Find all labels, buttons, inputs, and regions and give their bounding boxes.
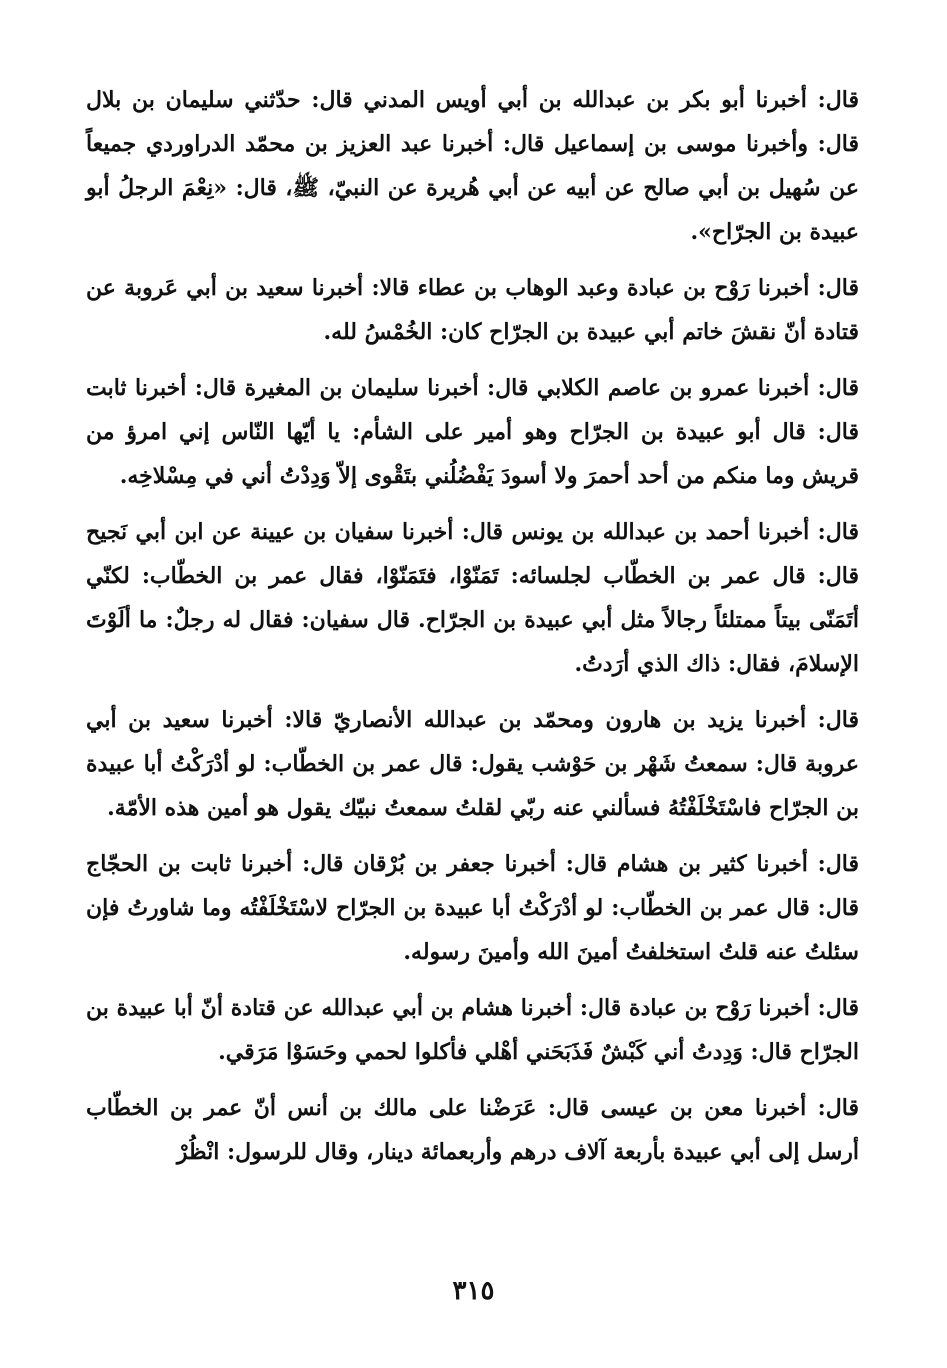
hadith-paragraph-4: قال: أخبرنا أحمد بن عبدالله بن يونس قال: أخبرنا سفيان بن عيينة عن ابن أبي نَجيح قال: قال عمر بن الخطّاب لجلسائه: تَمَنّوْا، فتَمَنّوْا، فقال عمر بن الخطّاب: لكنّي أتَمَنّى بيتاً ممتلئاً رجالاً مثل أبي عبيدة بن الجرّاح. قال سفيان: فقال له رجلٌ: ما ألَوْتَ الإسلامَ، فقال: ذاك الذي أرَدتُ. [86, 519, 859, 677]
hadith-paragraph-3: قال: أخبرنا عمرو بن عاصم الكلابي قال: أخبرنا سليمان بن المغيرة قال: أخبرنا ثابت قال: قال أبو عبيدة بن الجرّاح وهو أمير على الشأم: يا أيّها النّاس إني امرؤ من قريش وما منكم من أحد أحمرَ ولا أسودَ يَفْضُلُني بتَقْوى إلاّ وَدِدْتُ أني في مِسْلاخِه. [86, 375, 859, 489]
hadith-paragraph-1: قال: أخبرنا أبو بكر بن عبدالله بن أبي أويس المدني قال: حدّثني سليمان بن بلال قال: وأخبرنا موسى بن إسماعيل قال: أخبرنا عبد العزيز بن محمّد الدراوردي جميعاً عن سُهيل بن أبي صالح عن أبيه عن أبي هُريرة عن النبيّ، ﷺ، قال: «نِعْمَ الرجلُ أبو عبيدة بن الجرّاح». [86, 87, 859, 245]
hadith-paragraph-5: قال: أخبرنا يزيد بن هارون ومحمّد بن عبدالله الأنصاريّ قالا: أخبرنا سعيد بن أبي عروبة قال: سمعتُ شَهْر بن حَوْشب يقول: قال عمر بن الخطّاب: لو أدْرَكْتُ أبا عبيدة بن الجرّاح فاسْتَخْلَفْتُهُ فسألني عنه ربّي لقلتُ سمعتُ نبيّك يقول هو أمين هذه الأمّة. [86, 707, 859, 821]
hadith-paragraph-8: قال: أخبرنا معن بن عيسى قال: عَرَضْنا على مالك بن أنس أنّ عمر بن الخطّاب أرسل إلى أبي عبيدة بأربعة آلاف درهم وأربعمائة دينار، وقال للرسول: انْظُرْ [86, 1095, 859, 1165]
page-number: ٣١٥ [452, 1276, 495, 1306]
hadith-paragraph-2: قال: أخبرنا رَوْح بن عبادة وعبد الوهاب بن عطاء قالا: أخبرنا سعيد بن أبي عَروبة عن قتادة أنّ نقشَ خاتم أبي عبيدة بن الجرّاح كان: الخُمْسُ لله. [86, 275, 859, 345]
hadith-paragraph-7: قال: أخبرنا رَوْح بن عبادة قال: أخبرنا هشام بن أبي عبدالله عن قتادة أنّ أبا عبيدة بن الجرّاح قال: وَدِدتُ أني كَبْشٌ فَذَبَحَني أهْلي فأكلوا لحمي وحَسَوْا مَرَقي. [86, 995, 859, 1065]
hadith-paragraph-6: قال: أخبرنا كثير بن هشام قال: أخبرنا جعفر بن بُرْقان قال: أخبرنا ثابت بن الحجّاج قال: قال عمر بن الخطّاب: لو أدْرَكْتُ أبا عبيدة بن الجرّاح لاسْتَخْلَفْتُه وما شاورتُ فإن سئلتُ عنه قلتُ استخلفتُ أمينَ الله وأمينَ رسوله. [86, 851, 859, 965]
